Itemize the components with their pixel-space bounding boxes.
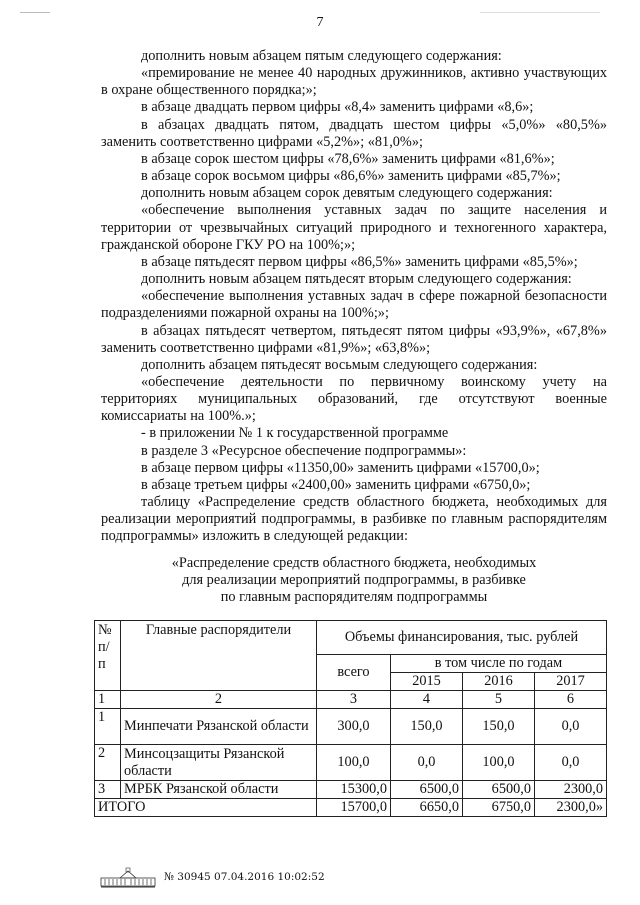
caption-line: для реализации мероприятий подпрограммы, в разбивке [182, 572, 526, 588]
row-2015: 0,0 [391, 745, 463, 781]
row-total: 300,0 [317, 709, 391, 745]
header-managers: Главные распорядители [121, 621, 317, 691]
paragraph: дополнить абзацем пятьдесят восьмым следующего содержания: [141, 356, 538, 373]
table-row [95, 781, 607, 799]
row-num: 2 [95, 745, 121, 781]
header-funding: Объемы финансирования, тыс. рублей [317, 621, 607, 655]
table-cell: 1 [95, 691, 121, 709]
row-2016: 6500,0 [463, 781, 535, 799]
paragraph: таблицу «Распределение средств областного бюджета, необходимых для реализации мероприятий подпрограммы, в разбивке по главным распорядителям подпрограммы» изложить в следующей редакции: [101, 494, 607, 545]
table-cell: 6 [535, 691, 607, 709]
paragraph: в абзаце двадцать первом цифры «8,4» заменить цифрами «8,6»; [141, 99, 534, 116]
paragraph: «обеспечение выполнения уставных задач в сфере пожарной безопасности подразделениями пожарной охраны на 100%;»; [101, 288, 607, 322]
row-2015: 150,0 [391, 709, 463, 745]
total-2016: 6750,0 [463, 799, 535, 817]
header-total: всего [317, 655, 391, 691]
paragraph: в абзацах двадцать пятом, двадцать шестом цифры «5,0%» «80,5%» заменить соответственно цифрами «5,2%»; «81,0%»; [101, 116, 607, 150]
paragraph: в абзаце сорок шестом цифры «78,6%» заменить цифрами «81,6%»; [141, 150, 555, 167]
row-2017: 0,0 [535, 745, 607, 781]
total-2017: 2300,0» [535, 799, 607, 817]
header-by-years: в том числе по годам [391, 655, 607, 673]
header-num: № п/п [95, 621, 121, 691]
table-total-row [95, 799, 607, 817]
row-manager: Минпечати Рязанской области [121, 709, 317, 745]
paragraph: в абзаце пятьдесят первом цифры «86,5%» заменить цифрами «85,5%»; [141, 253, 578, 270]
building-logo-icon [100, 866, 156, 888]
paragraph: в абзаце первом цифры «11350,00» заменить цифрами «15700,0»; [141, 459, 540, 476]
row-manager: Минсоцзащиты Рязанской области [121, 745, 317, 781]
paragraph: в абзаце сорок восьмом цифры «86,6%» заменить цифрами «85,7%»; [141, 168, 561, 185]
row-total: 100,0 [317, 745, 391, 781]
paragraph: - в приложении № 1 к государственной программе [141, 425, 449, 442]
paragraph: в абзацах пятьдесят четвертом, пятьдесят пятом цифры «93,9%», «67,8%» заменить соответственно цифрами «81,9%»; «63,8%»; [101, 322, 607, 356]
table-row [95, 709, 607, 745]
paragraph: «обеспечение деятельности по первичному воинскому учету на территориях муниципальных образований, где отсутствуют военные комиссариаты на 100%.»; [101, 373, 607, 425]
registration-stamp: № 30945 07.04.2016 10:02:52 [164, 871, 325, 883]
row-2016: 150,0 [463, 709, 535, 745]
table-caption [101, 555, 607, 606]
paragraph: дополнить новым абзацем пятьдесят вторым следующего содержания: [141, 271, 572, 288]
table-cell: 2 [121, 691, 317, 709]
row-2017: 2300,0 [535, 781, 607, 799]
funding-table [94, 620, 607, 817]
row-num: 3 [95, 781, 121, 799]
paragraph: дополнить новым абзацем сорок девятым следующего содержания: [141, 185, 553, 202]
paragraph: в разделе 3 «Ресурсное обеспечение подпрограммы»: [141, 442, 467, 459]
document-footer [100, 866, 325, 888]
row-2015: 6500,0 [391, 781, 463, 799]
header-year-2017: 2017 [535, 673, 607, 691]
paragraph: «премирование не менее 40 народных дружинников, активно участвующих в охране общественного порядка;»; [101, 65, 607, 99]
table-row [95, 745, 607, 781]
row-2016: 100,0 [463, 745, 535, 781]
header-year-2015: 2015 [391, 673, 463, 691]
page-number: 7 [316, 15, 324, 30]
total-sum: 15700,0 [317, 799, 391, 817]
row-total: 15300,0 [317, 781, 391, 799]
total-label: ИТОГО [95, 799, 317, 817]
row-2017: 0,0 [535, 709, 607, 745]
caption-line: по главным распорядителям подпрограммы [220, 589, 488, 605]
header-year-2016: 2016 [463, 673, 535, 691]
paragraph: «обеспечение выполнения уставных задач по защите населения и территории от чрезвычайных ситуаций природного и техногенного характера, гражданской обороне ГКУ РО на 100%;»; [101, 202, 607, 253]
table-index-row [95, 691, 607, 709]
paragraph: дополнить новым абзацем пятым следующего содержания: [141, 48, 502, 64]
scan-mark-left [20, 12, 50, 13]
paragraph: в абзаце третьем цифры «2400,00» заменить цифрами «6750,0»; [141, 476, 531, 493]
row-manager: МРБК Рязанской области [121, 781, 317, 799]
total-2015: 6650,0 [391, 799, 463, 817]
table-cell: 3 [317, 691, 391, 709]
scan-mark-right [480, 12, 600, 13]
caption-line: «Распределение средств областного бюджета, необходимых [171, 555, 537, 571]
table-cell: 4 [391, 691, 463, 709]
document-body [101, 48, 607, 546]
row-num: 1 [95, 709, 121, 745]
table-cell: 5 [463, 691, 535, 709]
